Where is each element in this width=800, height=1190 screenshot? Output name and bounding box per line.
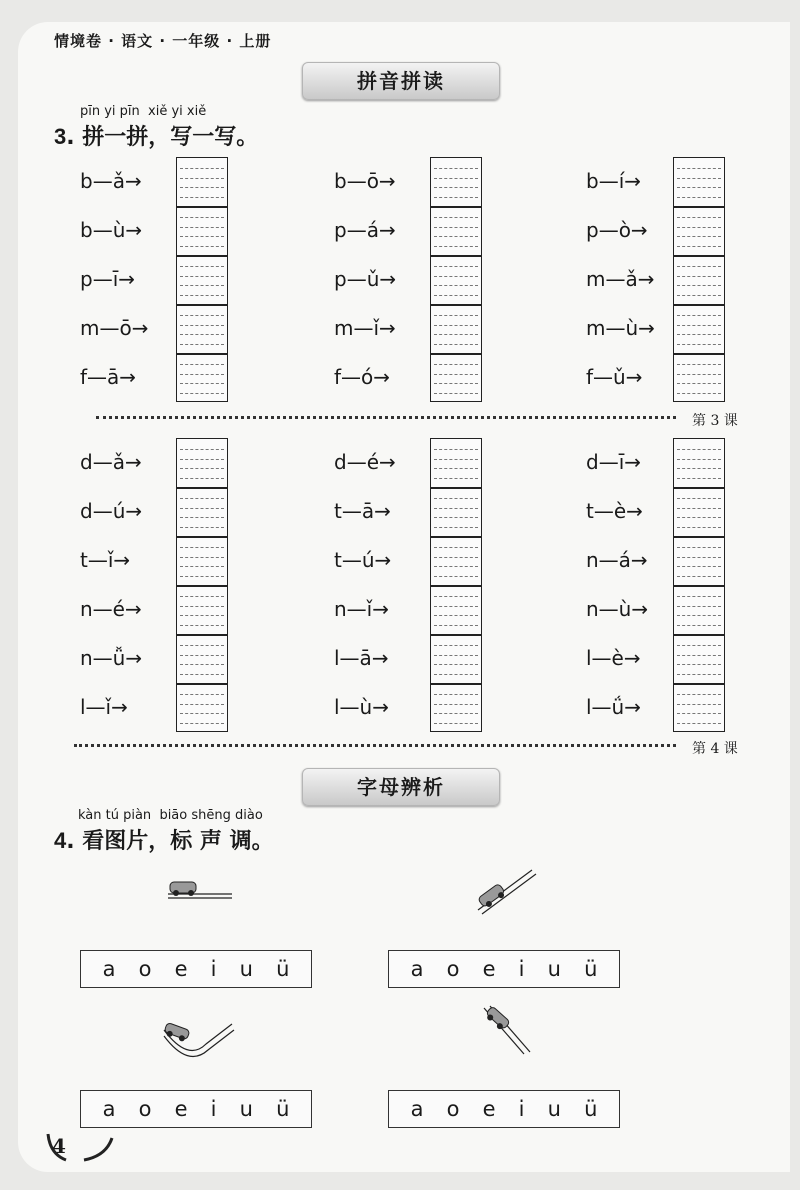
vowel-option[interactable]: ü [276,957,290,981]
q3-title-text: . 拼一拼，写一写。 [66,125,259,150]
syllable-prompt: n—é→ [80,597,142,621]
divider-lesson3 [96,416,676,419]
vowel-option[interactable]: e [482,1097,496,1121]
vowel-option[interactable]: u [547,957,561,981]
writing-grid-column [176,438,228,732]
syllable-prompt: f—ā→ [80,365,137,389]
section-banner-pinyin-reading: 拼音拼读 [302,62,500,100]
syllable-prompt: b—ō→ [334,169,396,193]
syllable-prompt: b—ǎ→ [80,169,142,193]
writing-grid-column [673,157,725,402]
syllable-prompt: n—á→ [586,548,648,572]
car-rising-road-picture [470,864,540,916]
vowel-option[interactable]: u [547,1097,561,1121]
writing-grid-column [176,157,228,402]
syllable-prompt: d—ú→ [80,499,143,523]
tone-answer-box-tone-3-dip[interactable] [80,1090,312,1128]
syllable-prompt: m—ǎ→ [586,267,655,291]
vowel-option[interactable]: ü [584,1097,598,1121]
lesson3-label: 第 3 课 [692,413,738,429]
writing-grid-column [430,438,482,732]
syllable-prompt: n—ǚ→ [80,646,143,670]
q3-title [54,120,258,151]
syllable-prompt: p—ò→ [586,218,648,242]
divider-lesson4 [74,744,676,747]
vowel-option[interactable]: i [518,957,525,981]
page-header: 情境卷 · 语文 · 一年级 · 上册 [54,32,272,50]
vowel-option[interactable]: ü [584,957,598,981]
vowel-option[interactable]: a [102,957,116,981]
syllable-prompt: p—á→ [334,218,396,242]
vowel-option[interactable]: u [239,1097,253,1121]
vowel-option[interactable]: e [174,1097,188,1121]
vowel-option[interactable]: e [174,957,188,981]
syllable-prompt: d—ǎ→ [80,450,142,474]
syllable-prompt: l—è→ [586,646,641,670]
vowel-option[interactable]: a [410,1097,424,1121]
q4-title-text: . 看图片，标 声 调。 [66,829,274,854]
syllable-prompt: f—ǔ→ [586,365,643,389]
tone-answer-box-tone-4-falling[interactable] [388,1090,620,1128]
writing-grid-column [430,157,482,402]
syllable-prompt: m—ù→ [586,316,655,340]
lesson4-label: 第 4 课 [692,741,738,757]
q4-title [54,824,274,855]
q3-number: 3 [54,124,67,149]
vowel-option[interactable]: i [210,957,217,981]
tone-answer-box-tone-2-rising[interactable] [388,950,620,988]
vowel-option[interactable]: e [482,957,496,981]
syllable-prompt: d—é→ [334,450,396,474]
syllable-prompt: n—ǐ→ [334,597,389,621]
vowel-option[interactable]: o [446,957,460,981]
q4-number: 4 [54,828,67,853]
syllable-prompt: l—ā→ [334,646,389,670]
syllable-prompt: t—ā→ [334,499,391,523]
syllable-prompt: f—ó→ [334,365,391,389]
car-falling-road-picture [478,1004,538,1060]
car-dip-road-picture [158,1018,238,1058]
syllable-prompt: m—ō→ [80,316,149,340]
page-number: 4 [52,1134,66,1158]
q3-pinyin: pīn yi pīn xiě yi xiě [80,104,207,119]
vowel-option[interactable]: u [239,957,253,981]
syllable-prompt: t—ú→ [334,548,392,572]
syllable-prompt: l—ǐ→ [80,695,128,719]
syllable-prompt: p—ī→ [80,267,136,291]
syllable-prompt: p—ǔ→ [334,267,397,291]
vowel-option[interactable]: o [138,957,152,981]
syllable-prompt: t—ǐ→ [80,548,131,572]
vowel-option[interactable]: o [446,1097,460,1121]
writing-grid-column [673,438,725,732]
syllable-prompt: l—ǘ→ [586,695,641,719]
q4-pinyin: kàn tú piàn biāo shēng diào [78,808,263,823]
syllable-prompt: b—í→ [586,169,642,193]
vowel-option[interactable]: a [410,957,424,981]
vowel-option[interactable]: i [518,1097,525,1121]
syllable-prompt: d—ī→ [586,450,642,474]
syllable-prompt: l—ù→ [334,695,389,719]
vowel-option[interactable]: a [102,1097,116,1121]
syllable-prompt: t—è→ [586,499,643,523]
vowel-option[interactable]: ü [276,1097,290,1121]
car-flat-road-picture [160,872,240,902]
section-banner-letter-discrimination: 字母辨析 [302,768,500,806]
syllable-prompt: n—ù→ [586,597,649,621]
syllable-prompt: b—ù→ [80,218,143,242]
tone-answer-box-tone-1-flat[interactable] [80,950,312,988]
syllable-prompt: m—ǐ→ [334,316,396,340]
vowel-option[interactable]: o [138,1097,152,1121]
vowel-option[interactable]: i [210,1097,217,1121]
